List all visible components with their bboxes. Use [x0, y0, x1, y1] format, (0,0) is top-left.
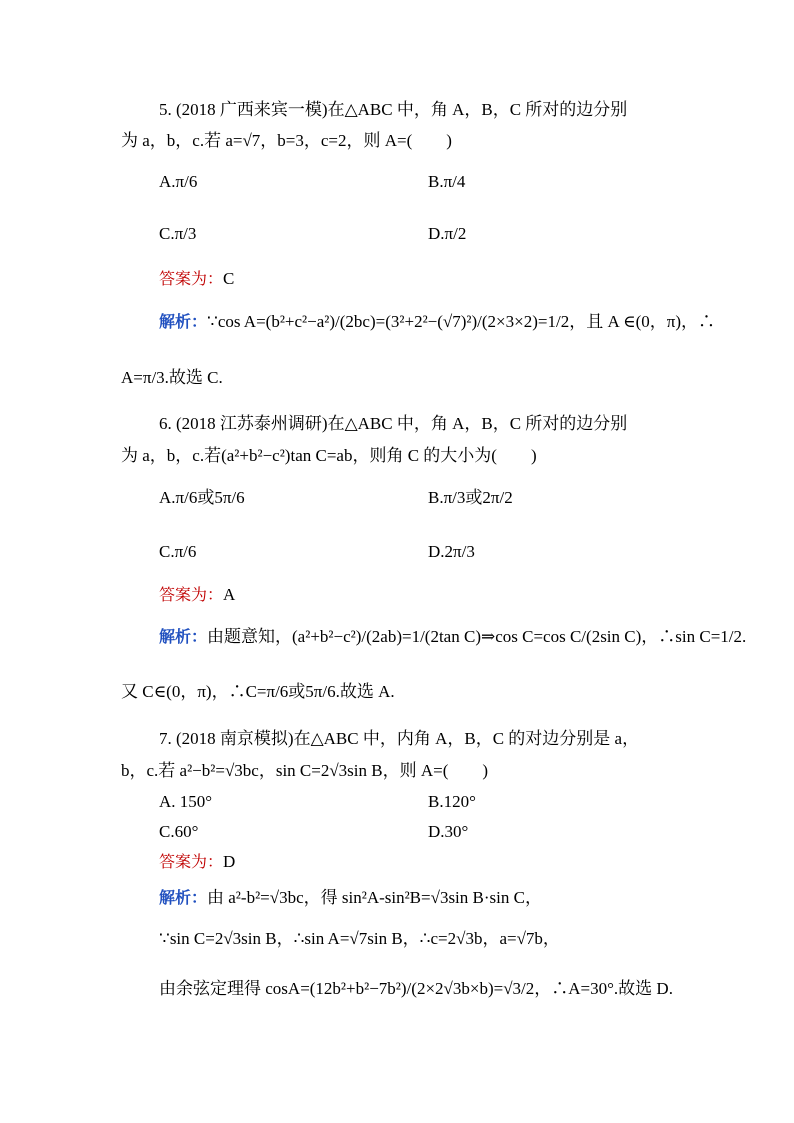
- q6-solution-text1: 由题意知，(a²+b²−c²)/(2ab)=1/(2tan C)⇒cos C=cos C/(2sin C)，∴sin C=1/2.: [207, 627, 747, 646]
- q6-answer: [159, 583, 235, 607]
- q6-solution-line1: [159, 625, 746, 649]
- q7-option-a[interactable]: A. 150°: [159, 792, 213, 811]
- q5-answer-value: C: [223, 269, 235, 288]
- q7-solution-label: 解析：: [159, 888, 208, 907]
- q5-solution-line1: [159, 310, 715, 334]
- q5-answer-label: 答案为：: [159, 269, 224, 288]
- q6-answer-value: A: [223, 585, 236, 604]
- q5-stem-line2: 为 a，b，c.若 a=√7，b=3，c=2，则 A=( ): [121, 131, 452, 150]
- q6-solution-line2: 又 C∈(0，π)，∴C=π/6或5π/6.故选 A.: [121, 682, 395, 701]
- q5-option-d[interactable]: D.π/2: [428, 224, 467, 243]
- q7-option-d[interactable]: D.30°: [428, 822, 469, 841]
- q7-option-c[interactable]: C.60°: [159, 822, 199, 841]
- q5-stem-line1: 5. (2018 广西来宾一模)在△ABC 中，角 A，B，C 所对的边分别: [159, 100, 628, 119]
- q6-stem-line2: 为 a，b，c.若(a²+b²−c²)tan C=ab，则角 C 的大小为( ): [121, 446, 537, 465]
- q5-solution-line2: A=π/3.故选 C.: [121, 368, 223, 387]
- q7-option-b[interactable]: B.120°: [428, 792, 476, 811]
- q6-solution-label: 解析：: [159, 627, 208, 646]
- q6-option-d[interactable]: D.2π/3: [428, 542, 475, 561]
- q5-solution-label: 解析：: [159, 312, 208, 331]
- q5-option-b[interactable]: B.π/4: [428, 172, 466, 191]
- q7-answer: [159, 850, 235, 874]
- q5-option-a[interactable]: A.π/6: [159, 172, 198, 191]
- q6-option-b[interactable]: B.π/3或2π/2: [428, 488, 513, 507]
- q7-solution-line3: 由余弦定理得 cosA=(12b²+b²−7b²)/(2×2√3b×b)=√3/2，∴A=30°.故选 D.: [159, 979, 673, 998]
- q7-answer-value: D: [223, 852, 236, 871]
- q7-solution-line1: [159, 886, 542, 910]
- q7-solution-line2: ∵sin C=2√3sin B，∴sin A=√7sin B，∴c=2√3b，a=√7b，: [159, 929, 560, 948]
- q6-stem-line1: 6. (2018 江苏泰州调研)在△ABC 中，角 A，B，C 所对的边分别: [159, 414, 628, 433]
- q7-solution-text1: 由 a²-b²=√3bc，得 sin²A-sin²B=√3sin B·sin C，: [207, 888, 542, 907]
- q6-option-a[interactable]: A.π/6或5π/6: [159, 488, 245, 507]
- q7-answer-label: 答案为：: [159, 852, 224, 871]
- q6-answer-label: 答案为：: [159, 585, 224, 604]
- q6-option-c[interactable]: C.π/6: [159, 542, 197, 561]
- q5-answer: [159, 267, 234, 291]
- q7-stem-line1: 7. (2018 南京模拟)在△ABC 中，内角 A，B，C 的对边分别是 a，: [159, 729, 640, 748]
- q5-option-c[interactable]: C.π/3: [159, 224, 197, 243]
- q7-stem-line2: b，c.若 a²−b²=√3bc，sin C=2√3sin B，则 A=( ): [121, 761, 489, 780]
- q5-solution-text1: ∵cos A=(b²+c²−a²)/(2bc)=(3²+2²−(√7)²)/(2×3×2)=1/2，且 A ∈(0，π)，∴: [207, 312, 716, 331]
